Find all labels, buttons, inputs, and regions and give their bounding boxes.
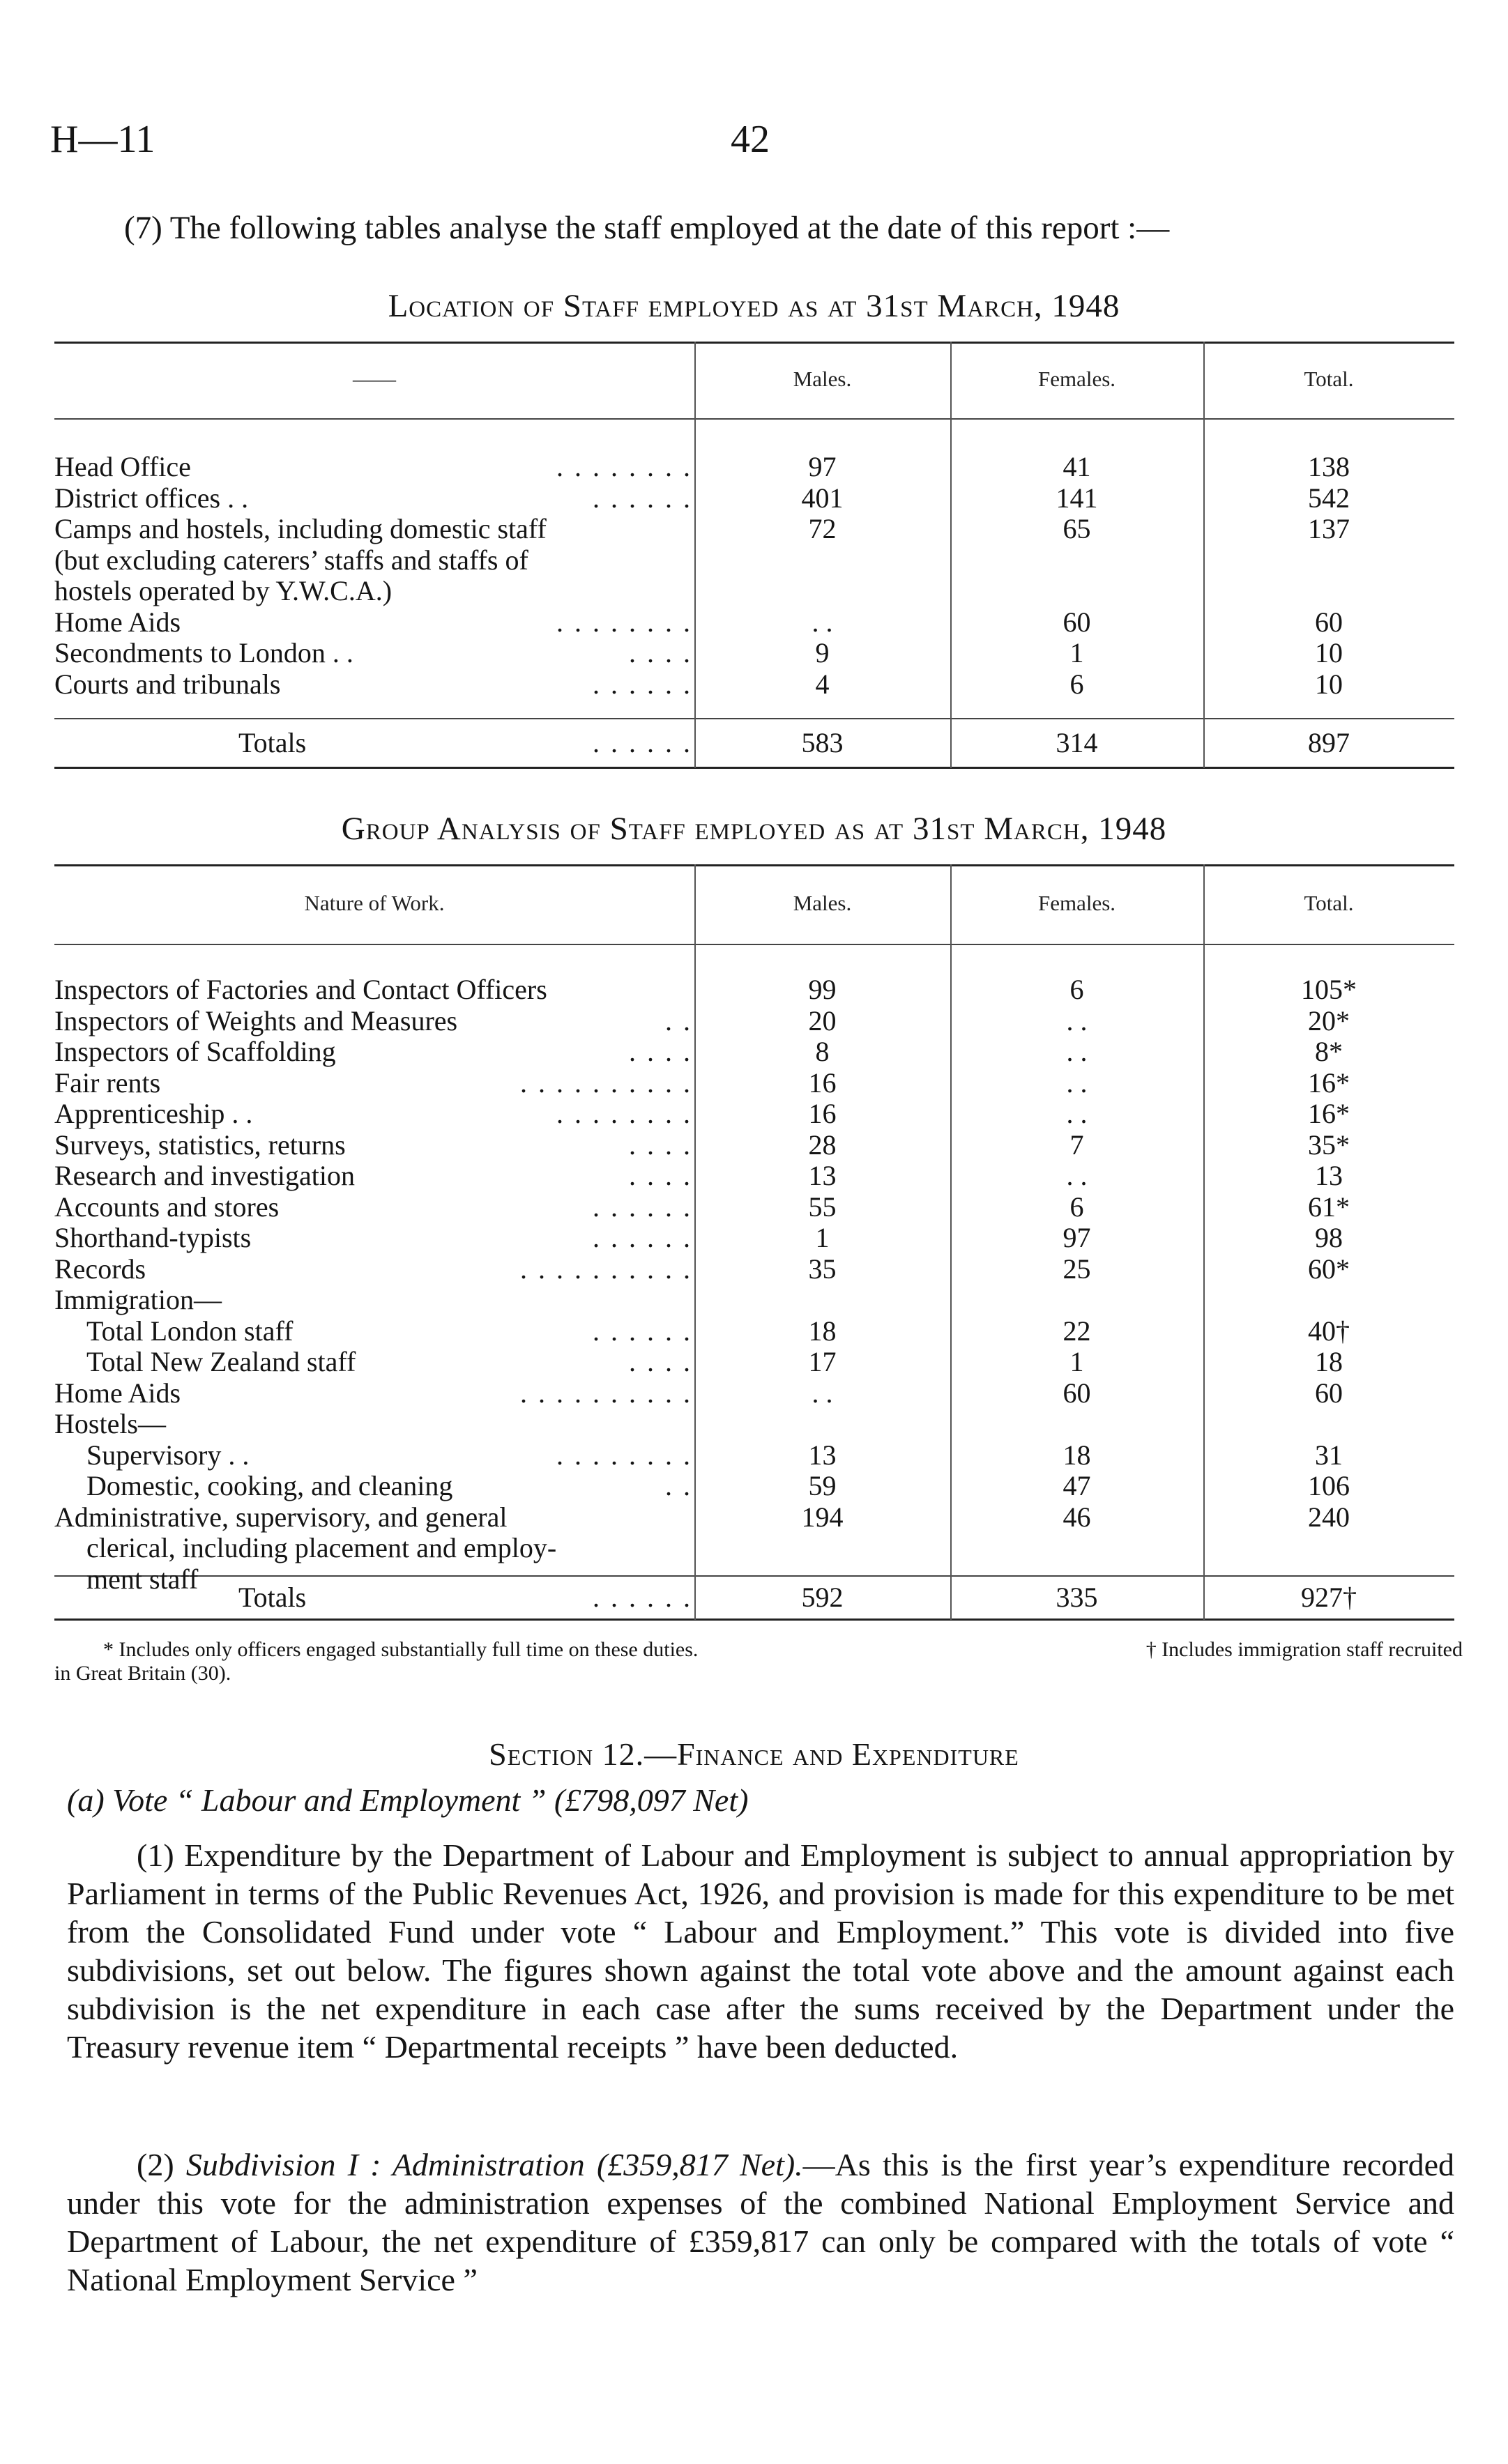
row-label: Immigration— bbox=[54, 1284, 222, 1315]
cell-total: 240 bbox=[1308, 1501, 1350, 1533]
cell-females: 60 bbox=[1063, 1377, 1091, 1409]
table-row bbox=[54, 1130, 1454, 1161]
cell-total: 10 bbox=[1315, 668, 1343, 700]
table-row bbox=[54, 607, 1454, 638]
cell-females: 25 bbox=[1063, 1253, 1091, 1285]
row-label: Fair rents bbox=[54, 1066, 161, 1099]
cell-total: 61* bbox=[1308, 1191, 1350, 1223]
table-row bbox=[54, 638, 1454, 668]
column-header-females: Females. bbox=[1037, 891, 1116, 915]
column-header-males: Males. bbox=[793, 891, 852, 915]
leader-dots: . . . . bbox=[629, 1128, 692, 1161]
cell-total: 60 bbox=[1315, 1377, 1343, 1409]
leader-dots: . . . . . . bbox=[593, 482, 692, 514]
row-label: Hostels— bbox=[54, 1408, 166, 1439]
column-header-nature-of-work: Nature of Work. bbox=[304, 891, 445, 915]
row-label: Camps and hostels, including domestic staff bbox=[54, 513, 547, 544]
cell-females: . . bbox=[1066, 1160, 1088, 1191]
cell-total: 8* bbox=[1315, 1036, 1343, 1067]
row-label: Total London staff bbox=[86, 1315, 294, 1347]
column-header-males: Males. bbox=[793, 367, 852, 391]
row-label: Courts and tribunals bbox=[54, 668, 281, 700]
totals-row bbox=[54, 728, 1454, 758]
totals-females: 335 bbox=[1056, 1582, 1098, 1613]
cell-males: 59 bbox=[808, 1470, 837, 1501]
totals-males: 592 bbox=[801, 1582, 844, 1613]
vote-heading: (a) Vote “ Labour and Employment ” (£798,097 Net) bbox=[67, 1782, 749, 1818]
table-row bbox=[54, 1099, 1454, 1129]
cell-males: 99 bbox=[808, 974, 837, 1005]
cell-total: 137 bbox=[1308, 513, 1350, 544]
table-row bbox=[54, 1254, 1454, 1285]
leader-dots: . . . . . . . . bbox=[556, 606, 692, 638]
totals-females: 314 bbox=[1056, 727, 1098, 758]
footnote-asterisk: * Includes only officers engaged substantially full time on these duties. bbox=[103, 1638, 699, 1661]
leader-dots: . . . . . . . . . . bbox=[520, 1253, 692, 1285]
table-footnote bbox=[54, 1638, 1463, 1688]
cell-females: 18 bbox=[1063, 1439, 1091, 1471]
leader-dots: . . . . . . . . bbox=[556, 1098, 692, 1129]
row-label: (but excluding caterers’ staffs and staffs of bbox=[54, 544, 528, 576]
leader-dots: . . bbox=[665, 1004, 692, 1036]
leader-dots: . . . . . . bbox=[593, 727, 692, 758]
row-label: hostels operated by Y.W.C.A.) bbox=[54, 575, 393, 606]
cell-females: 141 bbox=[1056, 482, 1098, 514]
cell-males: . . bbox=[812, 1377, 833, 1409]
footnote-dagger: † Includes immigration staff recruited bbox=[1145, 1638, 1463, 1661]
cell-total: 542 bbox=[1308, 482, 1350, 514]
cell-total: 138 bbox=[1308, 451, 1350, 482]
page-number: 42 bbox=[731, 118, 770, 161]
group-table-caption: Group Analysis of Staff employed as at 31st March, 1948 bbox=[341, 811, 1167, 847]
cell-females: 7 bbox=[1069, 1128, 1084, 1161]
totals-label: Totals bbox=[238, 1582, 307, 1613]
cell-females: 6 bbox=[1069, 668, 1084, 700]
cell-females: . . bbox=[1066, 1036, 1088, 1067]
footnote-continuation: in Great Britain (30). bbox=[54, 1662, 231, 1685]
column-header-total: Total. bbox=[1304, 367, 1354, 391]
leader-dots: . . . . . . . . . . bbox=[520, 1377, 692, 1409]
leader-dots: . . . . . . bbox=[593, 1222, 692, 1253]
cell-total: 60 bbox=[1315, 606, 1343, 638]
cell-total: 105* bbox=[1301, 974, 1357, 1005]
cell-females: . . bbox=[1066, 1066, 1088, 1099]
row-label: Shorthand-typists bbox=[54, 1222, 252, 1253]
cell-total: 18 bbox=[1315, 1346, 1343, 1377]
leader-dots: . . . . . . bbox=[593, 668, 692, 700]
cell-females: . . bbox=[1066, 1004, 1088, 1036]
cell-females: 97 bbox=[1063, 1222, 1091, 1253]
cell-females: 65 bbox=[1063, 513, 1091, 544]
cell-total: 13 bbox=[1315, 1160, 1343, 1191]
cell-total: 98 bbox=[1315, 1222, 1343, 1253]
cell-males: 55 bbox=[808, 1191, 837, 1223]
row-label: Research and investigation bbox=[54, 1160, 355, 1191]
location-table bbox=[54, 342, 1454, 774]
row-label: Apprenticeship . . bbox=[54, 1098, 253, 1129]
row-label: Inspectors of Factories and Contact Officers bbox=[54, 974, 547, 1005]
leader-dots: . . bbox=[665, 1470, 692, 1501]
table-row bbox=[54, 1471, 1454, 1501]
cell-males: 194 bbox=[801, 1501, 844, 1533]
leader-dots: . . . . . . . . . . bbox=[520, 1066, 692, 1099]
cell-males: 1 bbox=[815, 1222, 830, 1253]
cell-females: 1 bbox=[1069, 637, 1084, 668]
cell-total: 10 bbox=[1315, 637, 1343, 668]
leader-dots: . . . . bbox=[629, 1346, 692, 1377]
row-label: Home Aids bbox=[54, 1377, 181, 1409]
cell-females: 47 bbox=[1063, 1470, 1091, 1501]
cell-total: 106 bbox=[1308, 1470, 1350, 1501]
table-row bbox=[54, 974, 1454, 1005]
cell-total: 16* bbox=[1308, 1066, 1350, 1099]
totals-total: 897 bbox=[1308, 727, 1350, 758]
table-row bbox=[54, 1192, 1454, 1223]
cell-males: 4 bbox=[815, 668, 830, 700]
table-row bbox=[54, 1036, 1454, 1067]
table-row bbox=[54, 1285, 1454, 1315]
cell-females: 1 bbox=[1069, 1346, 1084, 1377]
leader-dots: . . . . bbox=[629, 637, 692, 668]
leader-dots: . . . . . . . . bbox=[556, 1439, 692, 1471]
leader-dots: . . . . . . bbox=[593, 1191, 692, 1223]
leader-dots: . . . . bbox=[629, 1036, 692, 1067]
cell-total: 35* bbox=[1308, 1128, 1350, 1161]
table-row bbox=[54, 1223, 1454, 1253]
row-label: Head Office bbox=[54, 451, 191, 482]
paragraph-2-text: —As this is the first year’s expenditure recorded under this vote for the administration expenses of the combined National Employment Service and Department of Labour, the net expenditure of £359,817 can only be compared with the totals of vote “ National Employment Service ” bbox=[67, 2147, 1454, 2297]
column-header-total: Total. bbox=[1304, 891, 1354, 915]
cell-males: 97 bbox=[808, 451, 837, 482]
cell-females: 6 bbox=[1069, 1191, 1084, 1223]
cell-males: 9 bbox=[815, 637, 830, 668]
leader-dots: . . . . . . . . bbox=[556, 451, 692, 482]
row-label: Administrative, supervisory, and general bbox=[54, 1501, 508, 1533]
cell-females: 22 bbox=[1063, 1315, 1091, 1347]
cell-males: . . bbox=[812, 606, 833, 638]
leader-dots: . . . . . . bbox=[593, 1315, 692, 1347]
cell-males: 72 bbox=[808, 513, 837, 544]
cell-males: 16 bbox=[808, 1066, 837, 1099]
cell-total: 40† bbox=[1308, 1315, 1350, 1347]
subdivision-heading: Subdivision I : Administration (£359,817 Net). bbox=[185, 2147, 803, 2182]
table-row bbox=[54, 1316, 1454, 1347]
row-label: Accounts and stores bbox=[54, 1191, 280, 1223]
row-label: Domestic, cooking, and cleaning bbox=[86, 1470, 453, 1501]
totals-row bbox=[54, 1582, 1454, 1613]
table-row bbox=[54, 1378, 1454, 1409]
row-label: Secondments to London . . bbox=[54, 637, 353, 668]
row-label: Records bbox=[54, 1253, 146, 1285]
row-label: Inspectors of Weights and Measures bbox=[54, 1004, 458, 1036]
row-label: District offices . . bbox=[54, 482, 249, 514]
row-label: Inspectors of Scaffolding bbox=[54, 1036, 336, 1067]
cell-females: 6 bbox=[1069, 974, 1084, 1005]
table-row bbox=[54, 1440, 1454, 1471]
table-row bbox=[54, 514, 1454, 544]
intro-paragraph: (7) The following tables analyse the staff employed at the date of this report :— bbox=[124, 210, 1170, 246]
row-label: Home Aids bbox=[54, 606, 181, 638]
row-label: ment staff bbox=[86, 1563, 199, 1595]
cell-total: 20* bbox=[1308, 1004, 1350, 1036]
cell-males: 13 bbox=[808, 1439, 837, 1471]
column-header-stub: —— bbox=[353, 367, 396, 391]
table-row bbox=[54, 669, 1454, 700]
cell-males: 8 bbox=[815, 1036, 830, 1067]
cell-females: . . bbox=[1066, 1098, 1088, 1129]
report-code: H—11 bbox=[50, 118, 155, 161]
table-row bbox=[54, 1161, 1454, 1191]
table-row bbox=[54, 545, 1454, 576]
row-label: Supervisory . . bbox=[86, 1439, 250, 1471]
cell-total: 16* bbox=[1308, 1098, 1350, 1129]
table-row bbox=[54, 452, 1454, 482]
table-row bbox=[54, 1347, 1454, 1377]
group-analysis-table bbox=[54, 864, 1454, 1624]
leader-dots: . . . . . . bbox=[593, 1582, 692, 1613]
paragraph-2 bbox=[67, 2145, 1454, 2299]
cell-total: 60* bbox=[1308, 1253, 1350, 1285]
cell-males: 28 bbox=[808, 1128, 837, 1161]
totals-total: 927† bbox=[1301, 1582, 1357, 1613]
table-row bbox=[54, 576, 1454, 606]
cell-males: 20 bbox=[808, 1004, 837, 1036]
table-row bbox=[54, 483, 1454, 514]
leader-dots: . . . . bbox=[629, 1160, 692, 1191]
cell-males: 18 bbox=[808, 1315, 837, 1347]
row-label: Surveys, statistics, returns bbox=[54, 1128, 346, 1161]
table-row bbox=[54, 1533, 1454, 1563]
cell-males: 17 bbox=[808, 1346, 837, 1377]
cell-females: 46 bbox=[1063, 1501, 1091, 1533]
table-row bbox=[54, 1409, 1454, 1439]
cell-males: 401 bbox=[801, 482, 844, 514]
totals-males: 583 bbox=[801, 727, 844, 758]
totals-label: Totals bbox=[238, 727, 307, 758]
paragraph-2-lead: (2) bbox=[137, 2147, 174, 2182]
table-row bbox=[54, 1068, 1454, 1099]
table-row bbox=[54, 1502, 1454, 1533]
table-row bbox=[54, 1006, 1454, 1036]
cell-females: 60 bbox=[1063, 606, 1091, 638]
cell-males: 13 bbox=[808, 1160, 837, 1191]
cell-total: 31 bbox=[1315, 1439, 1343, 1471]
location-table-caption: Location of Staff employed as at 31st March, 1948 bbox=[388, 288, 1120, 324]
section-title: Section 12.—Finance and Expenditure bbox=[489, 1736, 1019, 1772]
cell-males: 35 bbox=[808, 1253, 837, 1285]
cell-females: 41 bbox=[1063, 451, 1091, 482]
row-label: Total New Zealand staff bbox=[86, 1346, 356, 1377]
column-header-females: Females. bbox=[1037, 367, 1116, 391]
paragraph-1: (1) Expenditure by the Department of Labour and Employment is subject to annual appropriation by Parliament in terms of the Public Revenues Act, 1926, and provision is made for this expenditure to be met from the Consolidated Fund under vote “ Labour and Employment.” This vote is divided into five subdivisions, set out below. The figures shown against the total vote above and the amount against each subdivision is the net expenditure in each case after the sums received by the Department under the Treasury revenue item “ Departmental receipts ” have been deducted. bbox=[67, 1837, 1454, 2065]
row-label: clerical, including placement and employ- bbox=[86, 1532, 557, 1563]
cell-males: 16 bbox=[808, 1098, 837, 1129]
